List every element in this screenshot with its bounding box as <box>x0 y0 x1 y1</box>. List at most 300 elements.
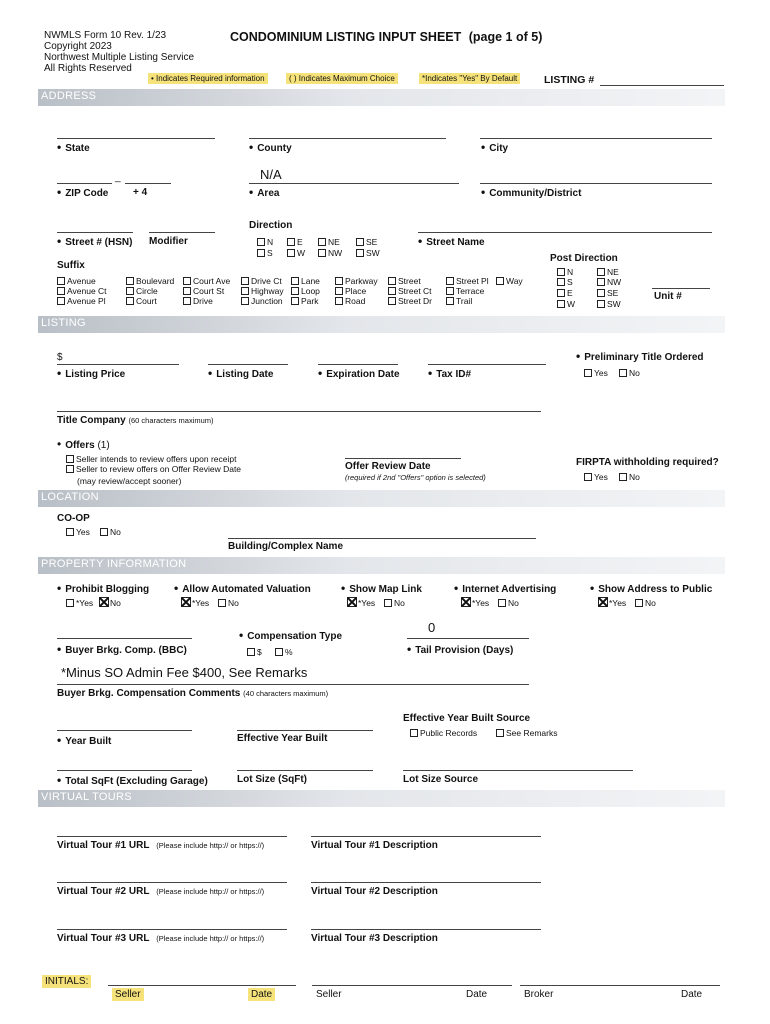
checkbox[interactable] <box>275 648 283 656</box>
eyb-see-remarks[interactable] <box>496 728 558 738</box>
street-name-label: • Street Name <box>418 234 485 248</box>
seller2-label: Seller <box>316 989 342 1000</box>
post-dir-se[interactable] <box>597 288 618 298</box>
post-dir-label: N <box>567 267 574 277</box>
checkbox[interactable] <box>356 238 364 246</box>
url-note: (Please include http:// or https://) <box>156 887 265 896</box>
suffix-option-label: Court St <box>193 286 225 296</box>
post-dir-label: S <box>567 277 573 287</box>
lot-size-source-label: Lot Size Source <box>403 774 479 785</box>
direction-label: Direction <box>249 220 293 231</box>
comp-type-dollar[interactable] <box>247 647 262 657</box>
suffix-road[interactable] <box>335 296 365 306</box>
post-dir-sw[interactable] <box>597 299 621 309</box>
tour2-desc-label: Virtual Tour #2 Description <box>311 886 438 897</box>
total-sqft-field[interactable] <box>57 770 192 771</box>
firpta-label: FIRPTA withholding required? <box>576 457 719 468</box>
avm-no[interactable] <box>218 598 239 608</box>
community-field[interactable] <box>480 183 712 184</box>
form-info <box>44 30 194 74</box>
post-dir-s[interactable] <box>557 277 573 287</box>
checkbox[interactable] <box>291 287 299 295</box>
suffix-junction[interactable] <box>241 296 283 306</box>
checkbox[interactable] <box>66 455 74 463</box>
coop-no[interactable] <box>100 527 121 537</box>
tour2-url-text: Virtual Tour #2 URL <box>57 886 150 897</box>
suffix-parkway[interactable] <box>335 276 378 286</box>
checkbox[interactable] <box>318 249 326 257</box>
effective-year-built-field[interactable] <box>237 730 373 731</box>
checkbox[interactable] <box>57 287 65 295</box>
suffix-avenue-pl[interactable] <box>57 296 106 306</box>
map-no[interactable] <box>384 598 405 608</box>
bbc-comments-label <box>57 688 328 699</box>
checkbox[interactable] <box>597 300 605 308</box>
tour2-desc-field[interactable] <box>311 882 541 883</box>
seller1-date-label: Date <box>248 988 275 1001</box>
checkbox[interactable] <box>557 268 565 276</box>
checkbox[interactable] <box>446 277 454 285</box>
no-label: No <box>645 598 656 608</box>
building-name-label: Building/Complex Name <box>228 541 344 552</box>
listing-number-label: LISTING # <box>544 74 595 86</box>
page-number: (page 1 of 5) <box>468 30 543 44</box>
checkbox[interactable] <box>446 297 454 305</box>
offer-review-date-field[interactable] <box>345 458 461 459</box>
suffix-trail[interactable] <box>446 296 472 306</box>
checked-x-icon[interactable] <box>347 597 357 607</box>
checkbox[interactable] <box>57 277 65 285</box>
suffix-option-label: Boulevard <box>136 276 175 286</box>
address-yes[interactable] <box>598 597 626 608</box>
county-field[interactable] <box>249 138 446 139</box>
checkbox[interactable] <box>498 599 506 607</box>
street-number-label: • Street # (HSN) <box>57 234 132 248</box>
bbc-comments-note: (40 characters maximum) <box>243 689 329 698</box>
dir-option-e[interactable] <box>287 237 303 247</box>
avm-yes[interactable] <box>181 597 209 608</box>
title-company-field[interactable] <box>57 411 541 412</box>
year-built-label: • Year Built <box>57 733 111 747</box>
suffix-option-label: Parkway <box>345 276 378 286</box>
dir-option-label: SW <box>366 248 380 258</box>
post-dir-label: SE <box>607 288 619 298</box>
yes-label: Yes <box>594 368 608 378</box>
suffix-option-label: Avenue <box>67 276 96 286</box>
suffix-option-label: Street Pl <box>456 276 489 286</box>
suffix-option-label: Avenue Pl <box>67 296 106 306</box>
tour3-desc-label: Virtual Tour #3 Description <box>311 933 438 944</box>
expiration-date-field[interactable] <box>318 364 398 365</box>
dir-option-n[interactable] <box>257 237 273 247</box>
tail-provision-value: 0 <box>428 620 436 635</box>
listing-date-field[interactable] <box>208 364 288 365</box>
seller2-initials-field[interactable] <box>312 985 512 986</box>
post-direction-label: Post Direction <box>550 253 618 264</box>
offers-text: Offers <box>65 440 95 451</box>
checkbox[interactable] <box>287 238 295 246</box>
dir-option-se[interactable] <box>356 237 377 247</box>
checkbox[interactable] <box>241 297 249 305</box>
yes-label: Yes <box>76 527 90 537</box>
suffix-place[interactable] <box>335 286 366 296</box>
dir-option-label: E <box>297 237 303 247</box>
checkbox[interactable] <box>635 599 643 607</box>
coop-yes[interactable] <box>66 527 90 537</box>
bbc-comments-field[interactable] <box>57 684 529 685</box>
offer-review-date-label: Offer Review Date <box>345 461 431 472</box>
street-name-field[interactable] <box>418 232 712 233</box>
bbc-field[interactable] <box>57 638 192 639</box>
checkbox[interactable] <box>291 297 299 305</box>
suffix-label: Suffix <box>57 260 85 271</box>
checkbox[interactable] <box>388 297 396 305</box>
checkbox[interactable] <box>496 729 504 737</box>
checkbox[interactable] <box>384 599 392 607</box>
checkbox[interactable] <box>57 297 65 305</box>
title-company-note: (60 characters maximum) <box>128 416 214 425</box>
dir-option-sw[interactable] <box>356 248 380 258</box>
legend-default: *Indicates "Yes" By Default <box>419 73 520 84</box>
suffix-circle[interactable] <box>126 286 158 296</box>
title-company-label <box>57 415 214 426</box>
prelim-title-label: • Preliminary Title Ordered <box>576 349 704 363</box>
unit-label: Unit # <box>654 291 682 302</box>
suffix-loop[interactable] <box>291 286 320 296</box>
copyright: Copyright 2023 <box>44 41 112 52</box>
suffix-drive-ct[interactable] <box>241 276 282 286</box>
no-label: No <box>629 368 640 378</box>
yes-default-label: *Yes <box>76 598 94 608</box>
checkbox[interactable] <box>126 287 134 295</box>
tour1-url-label <box>57 840 264 851</box>
section-listing <box>38 316 725 333</box>
url-note: (Please include http:// or https://) <box>156 934 265 943</box>
checkbox[interactable] <box>356 249 364 257</box>
no-label: No <box>110 527 121 537</box>
tour3-url-field[interactable] <box>57 929 287 930</box>
suffix-terrace[interactable] <box>446 286 484 296</box>
checkbox[interactable] <box>584 473 592 481</box>
offer-option-label: Seller intends to review offers upon receipt <box>76 454 237 464</box>
checkbox[interactable] <box>388 287 396 295</box>
post-dir-n[interactable] <box>557 267 573 277</box>
suffix-avenue[interactable] <box>57 276 96 286</box>
public-records-label: Public Records <box>420 728 478 738</box>
checkbox[interactable] <box>183 297 191 305</box>
tour1-url-field[interactable] <box>57 836 287 837</box>
dollar-option-label: $ <box>257 647 262 657</box>
suffix-option-label: Street <box>398 276 421 286</box>
checkbox[interactable] <box>619 369 627 377</box>
listing-price-label: • Listing Price <box>57 366 125 380</box>
suffix-street-ct[interactable] <box>388 286 432 296</box>
comp-type-percent[interactable] <box>275 647 293 657</box>
see-remarks-label: See Remarks <box>506 728 558 738</box>
section-property <box>38 557 725 574</box>
checkbox[interactable] <box>257 238 265 246</box>
internet-no[interactable] <box>498 598 519 608</box>
tour1-url-text: Virtual Tour #1 URL <box>57 840 150 851</box>
prelim-title-yes[interactable] <box>584 368 608 378</box>
checkbox[interactable] <box>335 297 343 305</box>
dir-option-ne[interactable] <box>318 237 340 247</box>
post-dir-w[interactable] <box>557 299 575 309</box>
offers-label <box>57 437 110 451</box>
suffix-avenue-ct[interactable] <box>57 286 107 296</box>
post-dir-label: SW <box>607 299 621 309</box>
suffix-option-label: Park <box>301 296 319 306</box>
checkbox[interactable] <box>496 277 504 285</box>
checkbox[interactable] <box>66 599 74 607</box>
suffix-option-label: Drive Ct <box>251 276 282 286</box>
zip-field[interactable] <box>57 183 112 184</box>
compensation-type-label: • Compensation Type <box>239 628 342 642</box>
city-field[interactable] <box>480 138 712 139</box>
checkbox[interactable] <box>66 465 74 473</box>
post-dir-ne[interactable] <box>597 267 619 277</box>
dir-option-s[interactable] <box>257 248 273 258</box>
percent-option-label: % <box>285 647 293 657</box>
post-dir-label: E <box>567 288 573 298</box>
suffix-option-label: Highway <box>251 286 284 296</box>
tour3-url-text: Virtual Tour #3 URL <box>57 933 150 944</box>
checkbox[interactable] <box>241 287 249 295</box>
tax-id-field[interactable] <box>428 364 546 365</box>
state-field[interactable] <box>57 138 215 139</box>
zip-dash: _ <box>115 172 121 183</box>
checkbox[interactable] <box>388 277 396 285</box>
internet-advertising-label: • Internet Advertising <box>454 581 556 595</box>
seller2-date-label: Date <box>466 989 488 1000</box>
dir-option-label: NE <box>328 237 340 247</box>
checkbox[interactable] <box>126 277 134 285</box>
checkbox[interactable] <box>619 473 627 481</box>
year-built-field[interactable] <box>57 730 192 731</box>
broker-label: Broker <box>524 989 554 1000</box>
checkbox[interactable] <box>291 277 299 285</box>
no-label: No <box>508 598 519 608</box>
tail-provision-label: • Tail Provision (Days) <box>407 642 513 656</box>
offer-option-review-date[interactable] <box>66 464 241 474</box>
tail-provision-field[interactable] <box>407 638 529 639</box>
no-label: No <box>228 598 239 608</box>
checkbox[interactable] <box>446 287 454 295</box>
dir-option-label: NW <box>328 248 343 258</box>
listing-number-field[interactable] <box>600 85 724 86</box>
suffix-park[interactable] <box>291 296 318 306</box>
org-name: Northwest Multiple Listing Service <box>44 52 195 63</box>
bbc-comments-text: Buyer Brkg. Compensation Comments <box>57 688 241 699</box>
listing-price-field[interactable] <box>57 364 179 365</box>
checkbox[interactable] <box>218 599 226 607</box>
suffix-option-label: Way <box>506 276 523 286</box>
checkbox[interactable] <box>557 300 565 308</box>
checkbox[interactable] <box>597 268 605 276</box>
show-map-link-label: • Show Map Link <box>341 581 422 595</box>
building-name-field[interactable] <box>228 538 536 539</box>
suffix-option-label: Court <box>136 296 157 306</box>
checkbox[interactable] <box>335 277 343 285</box>
title-text: CONDOMINIUM LISTING INPUT SHEET <box>230 30 462 44</box>
checkbox[interactable] <box>247 648 255 656</box>
no-label: No <box>394 598 405 608</box>
expiration-date-label: • Expiration Date <box>318 366 400 380</box>
effective-year-built-label: Effective Year Built <box>237 733 328 744</box>
suffix-court-ave[interactable] <box>183 276 230 286</box>
tour1-desc-label: Virtual Tour #1 Description <box>311 840 438 851</box>
legend-max: ( ) Indicates Maximum Choice <box>286 73 398 84</box>
suffix-option-label: Trail <box>456 296 473 306</box>
offer-option-label: Seller to review offers on Offer Review Date <box>76 464 242 474</box>
seller1-label: Seller <box>112 988 144 1001</box>
checkbox[interactable] <box>557 278 565 286</box>
dir-option-label: N <box>267 237 274 247</box>
yes-label: Yes <box>594 472 608 482</box>
suffix-court-st[interactable] <box>183 286 224 296</box>
tour3-desc-field[interactable] <box>311 929 541 930</box>
zip-label: • ZIP Code <box>57 185 108 199</box>
firpta-no[interactable] <box>619 472 640 482</box>
post-dir-e[interactable] <box>557 288 573 298</box>
suffix-street-dr[interactable] <box>388 296 432 306</box>
coop-label: CO-OP <box>57 513 90 524</box>
county-label: • County <box>249 140 292 154</box>
suffix-drive[interactable] <box>183 296 213 306</box>
title-company-text: Title Company <box>57 415 126 426</box>
suffix-way[interactable] <box>496 276 523 286</box>
community-label: • Community/District <box>481 185 581 199</box>
suffix-street[interactable] <box>388 276 421 286</box>
yes-default-label: *Yes <box>472 598 490 608</box>
seller1-initials-field[interactable] <box>108 985 296 986</box>
section-tours-title: VIRTUAL TOURS <box>41 791 132 803</box>
form-id: NWMLS Form 10 Rev. 1/23 <box>44 30 167 41</box>
area-field[interactable] <box>249 183 459 184</box>
checkbox[interactable] <box>66 528 74 536</box>
unit-field[interactable] <box>652 288 710 289</box>
no-label: No <box>110 598 121 608</box>
page-title <box>230 30 542 44</box>
dir-option-nw[interactable] <box>318 248 342 258</box>
dollar-sign: $ <box>57 352 63 363</box>
map-yes[interactable] <box>347 597 375 608</box>
suffix-option-label: Court Ave <box>193 276 231 286</box>
checked-x-icon[interactable] <box>598 597 608 607</box>
offer-option-upon-receipt[interactable] <box>66 454 237 464</box>
checkbox[interactable] <box>100 528 108 536</box>
post-dir-label: W <box>567 299 576 309</box>
zip4-field[interactable] <box>125 183 171 184</box>
post-dir-nw[interactable] <box>597 277 621 287</box>
checkbox[interactable] <box>557 289 565 297</box>
checkbox[interactable] <box>410 729 418 737</box>
checkbox[interactable] <box>584 369 592 377</box>
dir-option-label: W <box>297 248 306 258</box>
checkbox[interactable] <box>287 249 295 257</box>
checkbox[interactable] <box>183 277 191 285</box>
suffix-option-label: Loop <box>301 286 320 296</box>
checkbox[interactable] <box>183 287 191 295</box>
zip4-label: + 4 <box>133 187 148 198</box>
suffix-lane[interactable] <box>291 276 320 286</box>
state-label: • State <box>57 140 90 154</box>
area-value: N/A <box>260 167 282 182</box>
checked-x-icon[interactable] <box>181 597 191 607</box>
rights: All Rights Reserved <box>44 63 132 74</box>
url-note: (Please include http:// or https://) <box>156 841 265 850</box>
firpta-yes[interactable] <box>584 472 608 482</box>
suffix-highway[interactable] <box>241 286 284 296</box>
section-property-title: PROPERTY INFORMATION <box>41 558 187 570</box>
internet-yes[interactable] <box>461 597 489 608</box>
suffix-street-pl[interactable] <box>446 276 489 286</box>
total-sqft-label: • Total SqFt (Excluding Garage) <box>57 773 208 787</box>
eyb-source-label: Effective Year Built Source <box>403 713 531 724</box>
yes-default-label: *Yes <box>609 598 627 608</box>
checkbox[interactable] <box>335 287 343 295</box>
checkbox[interactable] <box>257 249 265 257</box>
legend-required: • Indicates Required information <box>148 73 268 84</box>
checkbox[interactable] <box>241 277 249 285</box>
checked-x-icon[interactable] <box>99 597 109 607</box>
blogging-no[interactable] <box>99 597 121 608</box>
offer-review-date-note: (required if 2nd "Offers" option is selected) <box>345 473 486 482</box>
allow-avm-label: • Allow Automated Valuation <box>174 581 311 595</box>
tour2-url-label <box>57 886 264 897</box>
checkbox[interactable] <box>318 238 326 246</box>
street-number-field[interactable] <box>57 232 133 233</box>
modifier-label: Modifier <box>149 236 188 247</box>
checkbox[interactable] <box>597 289 605 297</box>
lot-size-field[interactable] <box>237 770 373 771</box>
section-location-title: LOCATION <box>41 491 99 503</box>
initials-label: INITIALS: <box>42 975 91 988</box>
broker-initials-field[interactable] <box>520 985 720 986</box>
prelim-title-no[interactable] <box>619 368 640 378</box>
eyb-public-records[interactable] <box>410 728 477 738</box>
dir-option-w[interactable] <box>287 248 305 258</box>
checkbox[interactable] <box>126 297 134 305</box>
post-dir-label: NW <box>607 277 622 287</box>
checkbox[interactable] <box>597 278 605 286</box>
tour1-desc-field[interactable] <box>311 836 541 837</box>
suffix-option-label: Road <box>345 296 366 306</box>
suffix-court[interactable] <box>126 296 157 306</box>
listing-date-label: • Listing Date <box>208 366 273 380</box>
tour2-url-field[interactable] <box>57 882 287 883</box>
suffix-option-label: Terrace <box>456 286 485 296</box>
suffix-option-label: Circle <box>136 286 158 296</box>
yes-default-label: *Yes <box>358 598 376 608</box>
dir-option-label: SE <box>366 237 378 247</box>
modifier-field[interactable] <box>149 232 215 233</box>
post-dir-label: NE <box>607 267 619 277</box>
offers-max: (1) <box>97 440 110 451</box>
blogging-yes[interactable] <box>66 598 93 608</box>
section-tours <box>38 790 725 807</box>
suffix-option-label: Street Dr <box>398 296 433 306</box>
section-location <box>38 490 725 507</box>
lot-size-source-field[interactable] <box>403 770 633 771</box>
address-no[interactable] <box>635 598 656 608</box>
suffix-boulevard[interactable] <box>126 276 174 286</box>
suffix-option-label: Drive <box>193 296 213 306</box>
tour3-url-label <box>57 933 264 944</box>
checked-x-icon[interactable] <box>461 597 471 607</box>
suffix-option-label: Avenue Ct <box>67 286 107 296</box>
city-label: • City <box>481 140 508 154</box>
